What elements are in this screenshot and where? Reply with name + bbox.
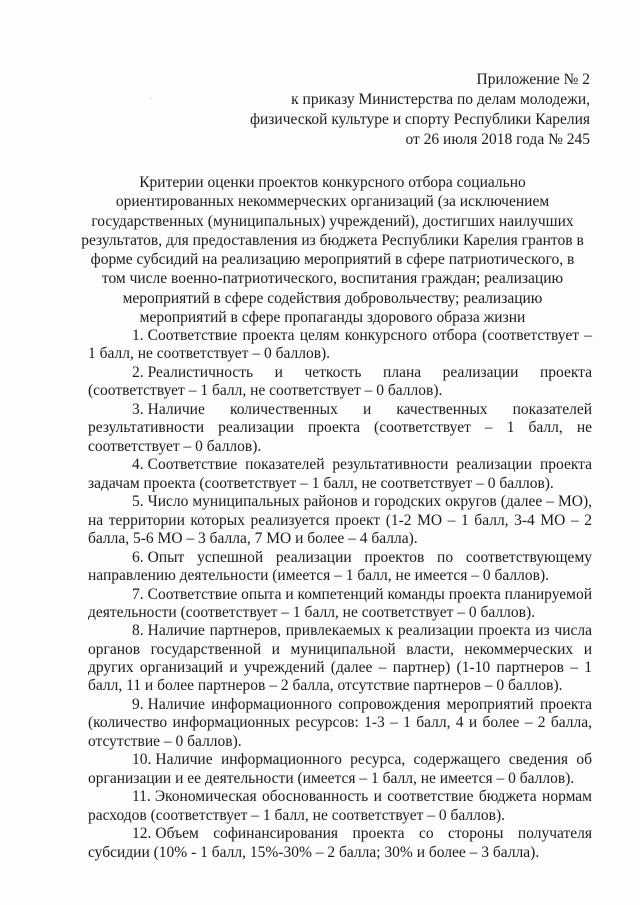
criterion-item [88, 549, 592, 586]
criterion-number: 4. [132, 456, 144, 474]
criterion-number: 6. [132, 548, 144, 566]
appendix-order-ref: к приказу Министерства по делам молодежи, [291, 91, 590, 108]
criterion-text: Наличие информационного сопровождения мероприятий проекта (количество информационных ресурсов: 1-3 – 1 балл, 4 и более – 2 балла, отсутствие – 0 баллов). [88, 696, 592, 750]
criterion-item [88, 696, 592, 751]
appendix-number: Приложение № 2 [476, 71, 590, 88]
criterion-item [88, 586, 592, 623]
criterion-item [88, 364, 592, 401]
criterion-item [88, 327, 592, 364]
criterion-item [88, 622, 592, 695]
criteria-list [88, 327, 592, 862]
scan-dot [150, 98, 151, 99]
criterion-number: 5. [132, 493, 144, 511]
criterion-text: Наличие информационного ресурса, содержащего сведения об организации и ее деятельности (имеется – 1 балл, не имеется – 0 баллов). [88, 751, 592, 787]
criterion-text: Экономическая обоснованность и соответствие бюджета нормам расходов (соответствует – 1 балл, не соответствует – 0 баллов). [88, 788, 592, 824]
criterion-item [88, 751, 592, 788]
criterion-number: 3. [132, 400, 144, 418]
criterion-text: Реалистичность и четкость плана реализации проекта (соответствует – 1 балл, не соответствует – 0 баллов). [88, 363, 592, 400]
criterion-item [88, 401, 592, 456]
criterion-item [88, 493, 592, 548]
criterion-text: Объем софинансирования проекта со стороны получателя субсидии (10% - 1 балл, 15%-30% – 2 балла; 30% и более – 3 балла). [88, 825, 592, 861]
criterion-number: 2. [132, 363, 144, 381]
criterion-number: 10. [132, 751, 152, 769]
criterion-number: 8. [132, 622, 144, 640]
document-title: Критерии оценки проектов конкурсного отбора социально ориентированных некоммерческих организаций (за исключением государственных (муниципальных) учреждений), достигших наилучших результатов, для предоставления из бюджета Республики Карелия грантов в форме субсидий на реализацию мероприятий в сфере патриотического, в том числе военно-патриотического, воспитания граждан; реализацию мероприятий в сфере содействия добровольчеству; реализацию мероприятий в сфере пропаганды здорового образа жизни [81, 174, 584, 327]
criterion-number: 11. [132, 788, 151, 806]
criterion-text: Соответствие проекта целям конкурсного отбора (соответствует – 1 балл, не соответствует – 0 баллов). [88, 327, 592, 363]
criterion-item [88, 788, 592, 825]
criterion-item [88, 825, 592, 862]
criterion-text: Число муниципальных районов и городских округов (далее – МО), на территории которых реализуется проект (1-2 МО – 1 балл, 3-4 МО – 2 балла, 5-6 МО – 3 балла, 7 МО и более – 4 балла). [88, 493, 592, 547]
criterion-item [88, 456, 592, 493]
appendix-ministry: физической культуре и спорту Республики Карелия [249, 111, 590, 128]
appendix-order-date: от 26 июля 2018 года № 245 [405, 131, 590, 148]
criterion-number: 1. [132, 327, 144, 344]
criterion-number: 7. [132, 585, 144, 603]
criterion-text: Соответствие опыта и компетенций команды проекта планируемой деятельности (соответствует – 1 балл, не соответствует – 0 баллов). [88, 585, 592, 621]
criterion-number: 12. [132, 825, 152, 843]
appendix-header [250, 70, 590, 150]
criterion-text: Наличие партнеров, привлекаемых к реализации проекта из числа органов государственной и муниципальной власти, некоммерческих и других организаций и учреждений (далее – партнер) (1-10 партнеров – 1 балл, 11 и более партнеров – 2 балла, отсутствие партнеров – 0 баллов). [88, 622, 592, 695]
criterion-text: Соответствие показателей результативности реализации проекта задачам проекта (соответствует – 1 балл, не соответствует – 0 баллов). [88, 456, 592, 492]
criterion-text: Наличие количественных и качественных показателей результативности реализации проекта (соответствует – 1 балл, не соответствует – 0 баллов). [88, 400, 592, 455]
criterion-text: Опыт успешной реализации проектов по соответствующему направлению деятельности (имеется – 1 балл, не имеется – 0 баллов). [88, 548, 592, 584]
criterion-number: 9. [132, 696, 144, 714]
